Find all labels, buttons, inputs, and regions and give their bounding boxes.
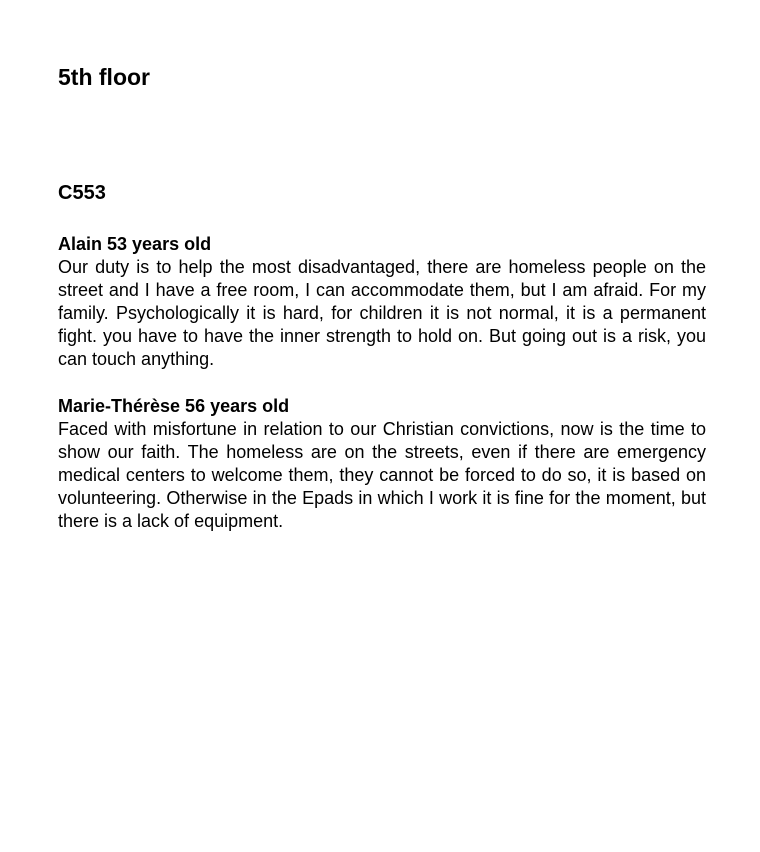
speaker-name: Marie-Thérèse 56 years old — [58, 396, 290, 416]
testimony-text: Our duty is to help the most disadvantaged, there are homeless people on the street and I have a free room, I can accommodate them, but I am afraid. For my family. Psychologically it is hard, for children it is not normal, it is a permanent fight. you have to have the inner strength to hold on. But going out is a risk, you can touch anything. — [58, 257, 706, 369]
floor-title: 5th floor — [58, 64, 150, 90]
speaker-name: Alain 53 years old — [58, 234, 212, 254]
room-code: C553 — [58, 182, 106, 204]
testimony-block — [58, 233, 706, 371]
testimony-text: Faced with misfortune in relation to our Christian convictions, now is the time to show our faith. The homeless are on the streets, even if there are emergency medical centers to welcome them, they cannot be forced to do so, it is based on volunteering. Otherwise in the Epads in which I work it is fine for the moment, but there is a lack of equipment. — [58, 419, 706, 531]
testimony-block — [58, 395, 706, 533]
